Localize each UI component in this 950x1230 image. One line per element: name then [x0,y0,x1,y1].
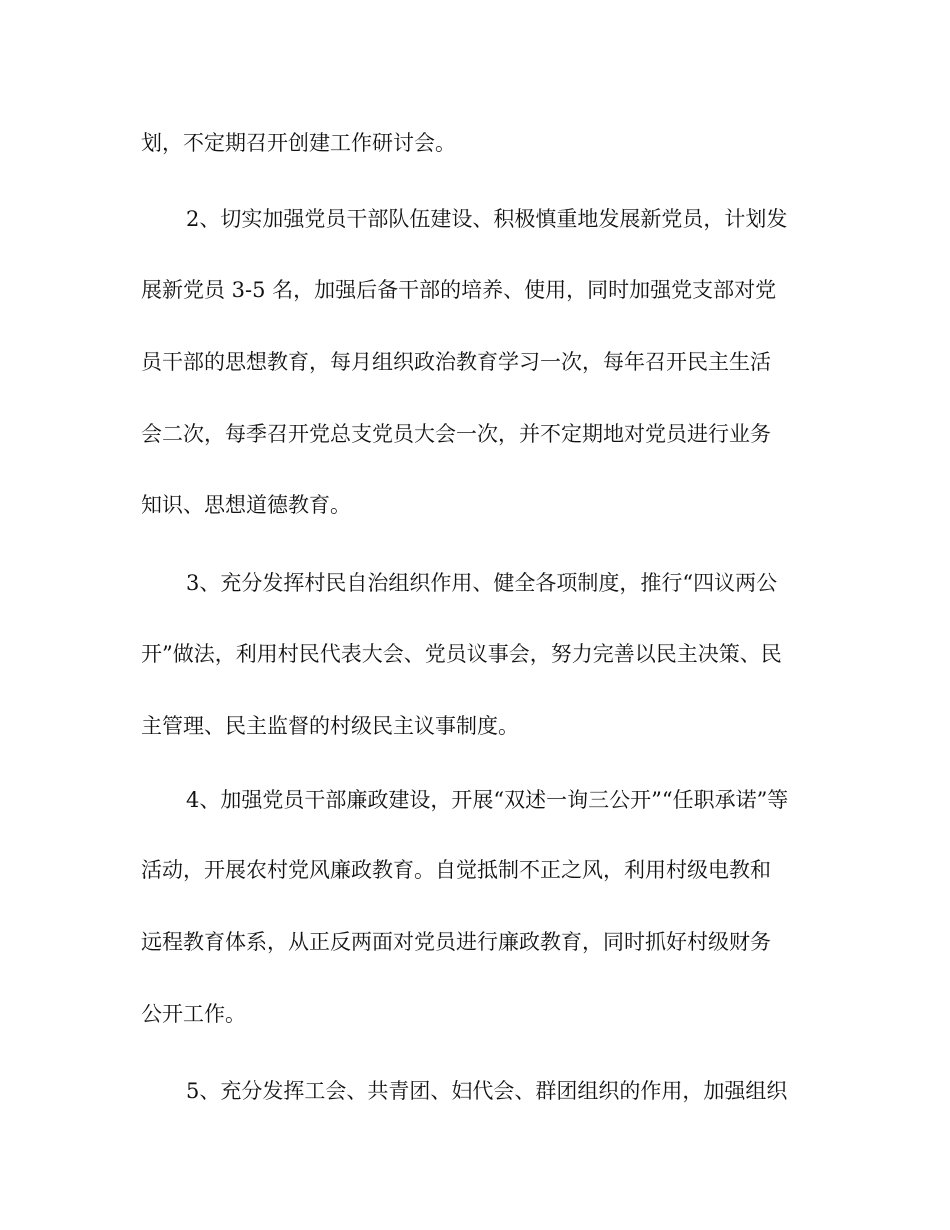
text-line: 知识、思想道德教育。 [141,493,351,517]
text-line: 远程教育体系，从正反两面对党员进行廉政教育，同时抓好村级财务 [141,930,771,954]
text-line: 会二次，每季召开党总支党员大会一次，并不定期地对党员进行业务 [141,422,771,446]
text-line: 员干部的思想教育，每月组织政治教育学习一次，每年召开民主生活 [141,350,771,374]
paragraph-4-line: 4、加强党员干部廉政建设，开展“双述一询三公开”“任职承诺”等 [186,788,789,812]
text-line: 公开工作。 [141,1002,246,1026]
text-line: 展新党员 3-5 名，加强后备干部的培养、使用，同时加强党支部对党 [141,278,777,302]
paragraph-3-line: 3、充分发挥村民自治组织作用、健全各项制度，推行“四议两公 [186,571,778,595]
text-line: 主管理、民主监督的村级民主议事制度。 [141,714,519,738]
paragraph-5-line: 5、充分发挥工会、共青团、妇代会、群团组织的作用，加强组织 [186,1079,788,1103]
text-line: 开”做法，利用村民代表大会、党员议事会，努力完善以民主决策、民 [141,642,782,666]
paragraph-2-line: 2、切实加强党员干部队伍建设、积极慎重地发展新党员，计划发 [186,207,788,231]
text-line: 划，不定期召开创建工作研讨会。 [141,131,456,155]
text-line: 活动，开展农村党风廉政教育。自觉抵制不正之风，利用村级电教和 [141,858,771,882]
